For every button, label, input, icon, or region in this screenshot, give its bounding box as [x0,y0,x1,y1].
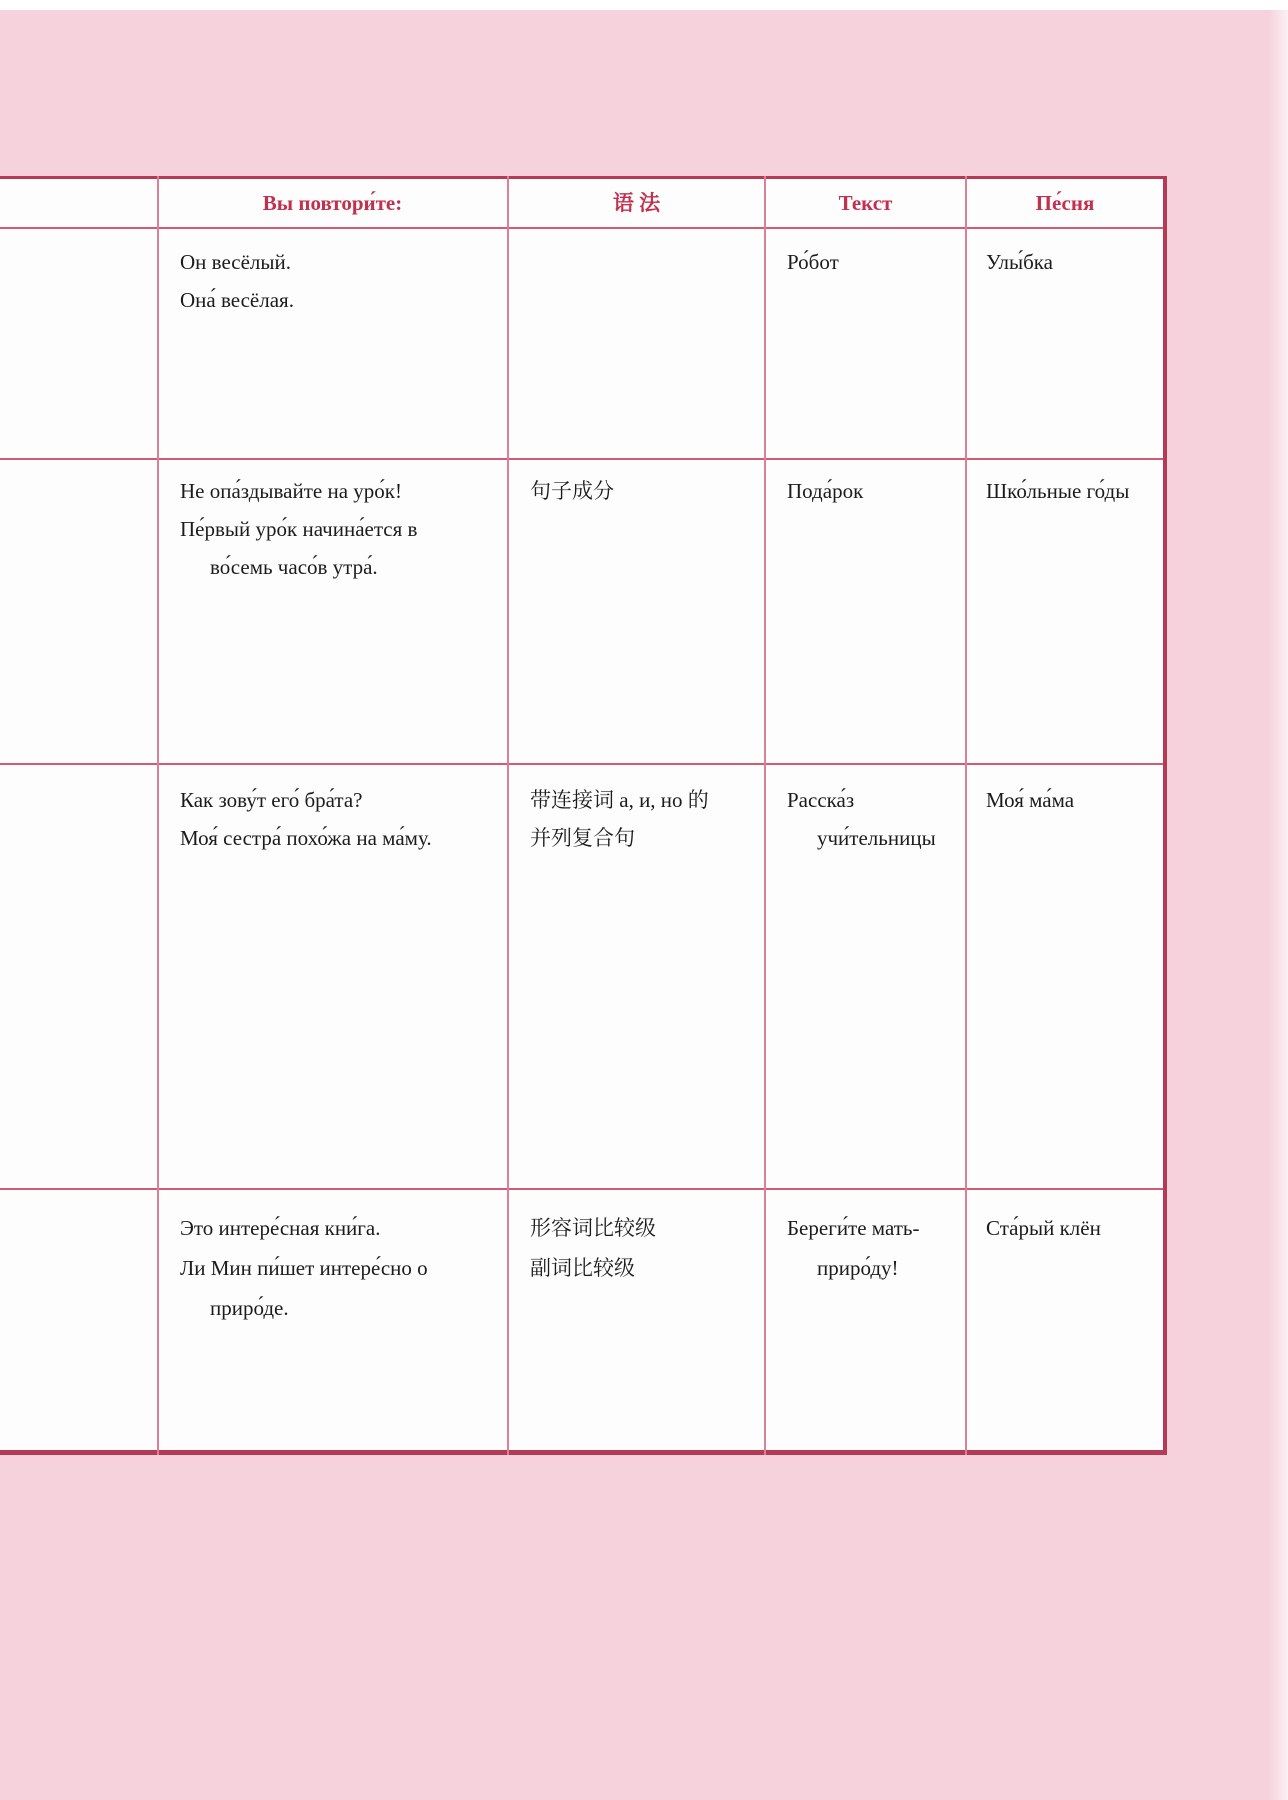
cell-line: 并列复合句 [530,826,635,850]
column-divider [157,176,159,1455]
cell-line: 句子成分 [530,479,614,503]
page-top-margin [0,0,1288,10]
cell-line: во́семь часо́в утра́. [210,555,378,579]
cell-line: Улы́бка [986,250,1053,274]
column-header-song: Пе́сня [1035,191,1095,215]
cell-line: Расска́з [787,788,855,812]
column-divider [764,176,766,1455]
cell-song [986,1208,1161,1248]
cell-line: Шко́льные го́ды [986,479,1130,503]
cell-line: приро́ду! [817,1256,899,1280]
column-divider [965,176,967,1455]
cell-line: Моя́ ма́ма [986,788,1075,812]
cell-repeat [180,243,505,319]
cell-song [986,243,1161,281]
cell-line: 形容词比较级 [530,1216,656,1240]
row-divider [0,763,1163,765]
cell-text [787,781,963,857]
cell-text [787,243,963,281]
cell-line: Ли Мин пи́шет интере́сно о [180,1256,428,1280]
page-right-edge [1268,10,1288,1800]
cell-song [986,781,1161,819]
table-border-right [1163,176,1167,1455]
cell-line: Он весёлый. [180,250,292,274]
cell-line: Как зову́т его́ бра́та? [180,788,363,812]
cell-line: Это интере́сная кни́га. [180,1216,381,1240]
cell-line: приро́де. [210,1296,289,1320]
row-divider [0,458,1163,460]
cell-text [787,1208,963,1288]
header-divider [0,227,1163,229]
row-divider [0,1188,1163,1190]
column-header-text: Текст [838,191,893,215]
column-header-grammar: 语 法 [612,191,661,215]
cell-repeat [180,1208,505,1328]
cell-grammar [530,472,762,510]
cell-text [787,472,963,510]
cell-line: 带连接词 а, и, но 的 [530,788,709,812]
cell-line: Ста́рый клён [986,1216,1101,1240]
column-divider [507,176,509,1455]
column-header-repeat: Вы повтори́те: [262,191,403,215]
table-border-bottom [0,1450,1167,1455]
cell-line: Береги́те мать- [787,1216,920,1240]
cell-line: Моя́ сестра́ похо́жа на ма́му. [180,826,432,850]
cell-repeat [180,781,505,857]
cell-line: Она́ весёлая. [180,288,294,312]
cell-line: Ро́бот [787,250,839,274]
cell-grammar [530,781,762,857]
cell-line: Пе́рвый уро́к начина́ется в [180,517,418,541]
cell-grammar [530,1208,762,1288]
cell-line: Пода́рок [787,479,864,503]
cell-repeat [180,472,505,586]
cell-line: 副词比较级 [530,1256,635,1280]
cell-line: Не опа́здывайте на уро́к! [180,479,402,503]
cell-line: учи́тельницы [817,826,936,850]
cell-song [986,472,1161,510]
